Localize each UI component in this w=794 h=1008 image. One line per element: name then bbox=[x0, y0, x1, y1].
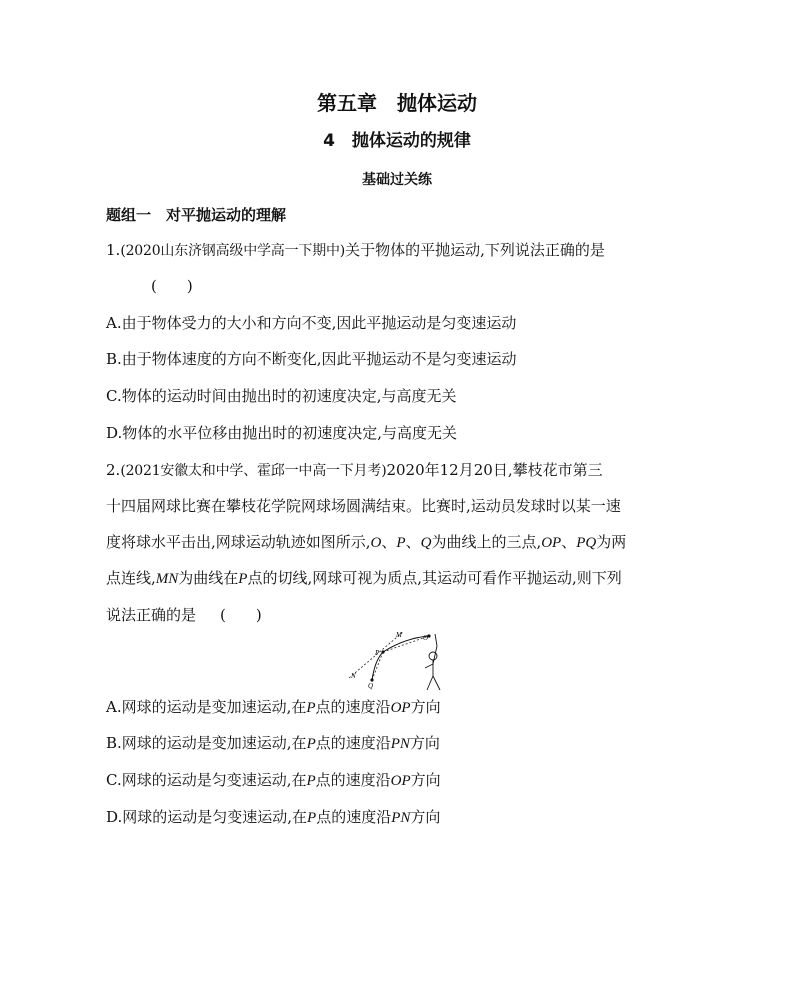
text-span: 度将球水平击出,网球运动轨迹如图所示, bbox=[106, 533, 371, 551]
text-span: 方向 bbox=[410, 698, 441, 716]
label-n: N bbox=[351, 672, 356, 680]
text-span: 、 bbox=[381, 533, 397, 551]
point-p: P bbox=[307, 810, 317, 826]
text-span: A.网球的运动是变加速运动,在 bbox=[106, 698, 307, 716]
exercise-title: 基础过关练 bbox=[362, 172, 432, 188]
point-p: P bbox=[306, 736, 316, 752]
question-source: (2020山东济钢高级中学高一下期中) bbox=[120, 243, 346, 259]
segment-pq: PQ bbox=[576, 535, 597, 551]
text-span: 、 bbox=[561, 533, 577, 551]
question-text: 2020年12月20日,攀枝花市第三 bbox=[386, 461, 603, 479]
question-2-line-5 bbox=[106, 605, 262, 625]
section-title: 4 抛体运动的规律 bbox=[323, 131, 471, 151]
segment-mn: MN bbox=[155, 571, 179, 587]
text-span: C.网球的运动是匀变速运动,在 bbox=[106, 771, 307, 789]
question-1-line bbox=[106, 240, 605, 261]
label-m: M bbox=[396, 631, 402, 639]
point-p: P bbox=[238, 571, 248, 587]
text-span: 、 bbox=[405, 533, 421, 551]
text-span: 点的速度沿 bbox=[315, 698, 391, 716]
text-span: 为两 bbox=[596, 533, 627, 551]
text-span: 点的速度沿 bbox=[315, 771, 391, 789]
group-heading: 题组一 对平抛运动的理解 bbox=[106, 206, 287, 224]
question-2-line-1 bbox=[106, 460, 603, 481]
option-d bbox=[106, 807, 440, 828]
text-span: 说法正确的是 bbox=[106, 606, 197, 624]
text-span: 方向 bbox=[410, 771, 441, 789]
question-2-line-2: 十四届网球比赛在攀枝花学院网球场圆满结束。比赛时,运动员发球时以某一速 bbox=[106, 497, 621, 515]
point-p: P bbox=[306, 773, 316, 789]
option-d: D.物体的水平位移由抛出时的初速度决定,与高度无关 bbox=[106, 424, 458, 442]
segment-op: OP bbox=[541, 535, 562, 551]
text-span: 点连线, bbox=[106, 569, 156, 587]
point-p: P bbox=[396, 535, 406, 551]
option-b: B.由于物体速度的方向不断变化,因此平抛运动不是匀变速运动 bbox=[106, 350, 517, 368]
text-span: 方向 bbox=[409, 734, 440, 752]
label-o: O bbox=[423, 634, 429, 642]
chapter-title: 第五章 抛体运动 bbox=[317, 91, 477, 115]
answer-paren: ( ) bbox=[151, 277, 193, 295]
option-a bbox=[106, 697, 441, 718]
text-span: 点的速度沿 bbox=[316, 808, 392, 826]
point-p: P bbox=[306, 700, 316, 716]
direction: OP bbox=[390, 700, 411, 716]
player-figure bbox=[425, 634, 440, 690]
question-2-line-3 bbox=[106, 532, 626, 553]
text-span: B.网球的运动是变加速运动,在 bbox=[106, 734, 307, 752]
text-span: 方向 bbox=[410, 808, 441, 826]
trajectory-figure bbox=[345, 628, 455, 694]
label-p: P bbox=[375, 649, 380, 657]
direction: PN bbox=[390, 736, 410, 752]
text-span: 为曲线在 bbox=[178, 569, 239, 587]
direction: PN bbox=[391, 810, 411, 826]
text-span: 点的切线,网球可视为质点,其运动可看作平抛运动,则下列 bbox=[247, 569, 622, 587]
point-p-dot bbox=[381, 650, 384, 653]
option-c bbox=[106, 770, 441, 791]
question-stem: 关于物体的平抛运动,下列说法正确的是 bbox=[345, 241, 605, 259]
answer-paren: ( ) bbox=[220, 606, 262, 624]
direction: OP bbox=[390, 773, 411, 789]
option-c: C.物体的运动时间由抛出时的初速度决定,与高度无关 bbox=[106, 387, 457, 405]
question-number: 2. bbox=[106, 461, 121, 479]
option-a: A.由于物体受力的大小和方向不变,因此平抛运动是匀变速运动 bbox=[106, 314, 517, 332]
text-span: 点的速度沿 bbox=[315, 734, 391, 752]
text-span: 为曲线上的三点, bbox=[431, 533, 542, 551]
text-span: D.网球的运动是匀变速运动,在 bbox=[106, 808, 308, 826]
point-o: O bbox=[370, 535, 382, 551]
question-2-line-4 bbox=[106, 568, 622, 589]
question-source: (2021安徽太和中学、霍邱一中高一下月考) bbox=[120, 463, 387, 479]
point-q: Q bbox=[420, 535, 432, 551]
trajectory-curve bbox=[372, 636, 429, 680]
question-number: 1. bbox=[106, 241, 121, 259]
option-b bbox=[106, 733, 440, 754]
label-q: Q bbox=[368, 682, 374, 690]
